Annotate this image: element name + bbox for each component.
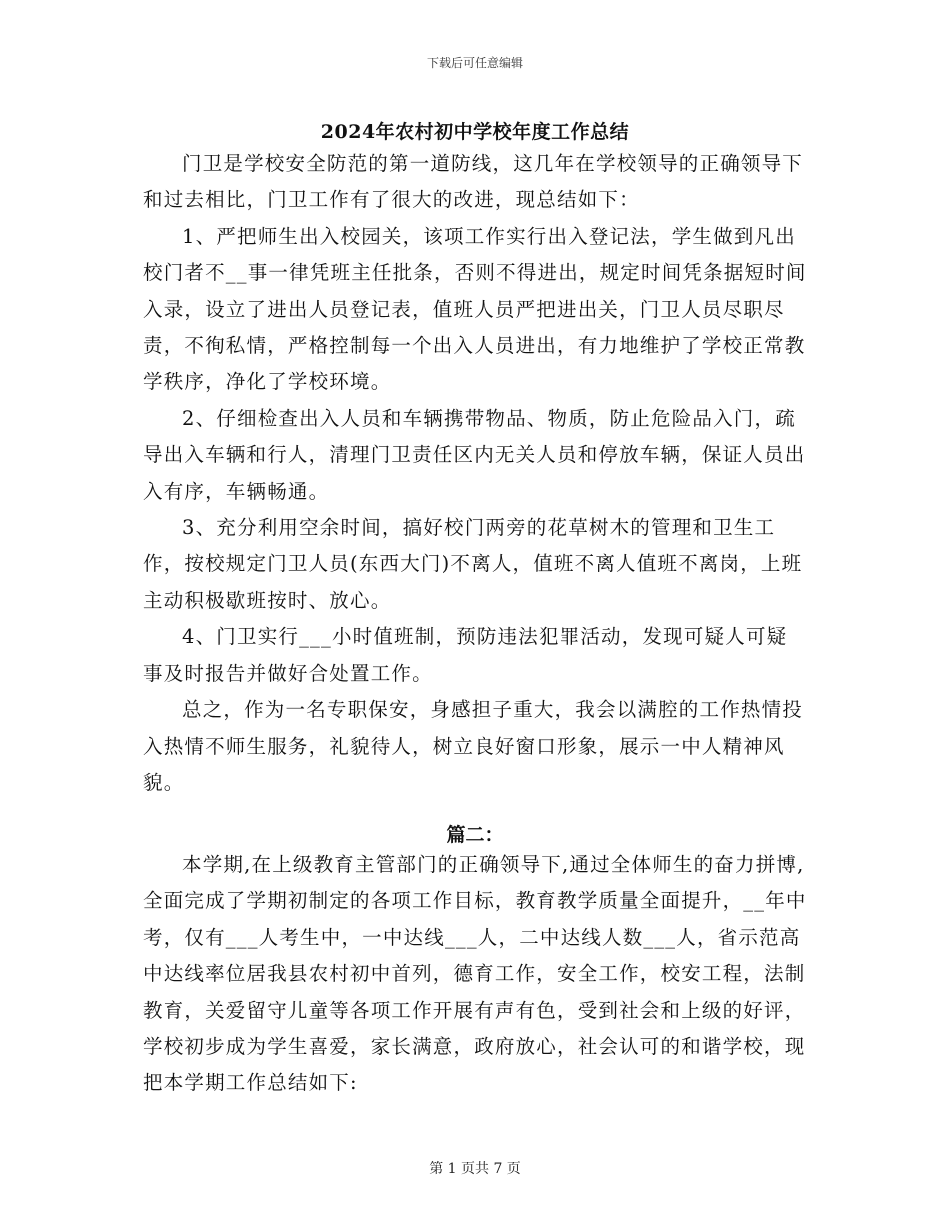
page-number: 第 1 页共 7 页 <box>429 1161 521 1177</box>
paragraph-conclusion: 总之，作为一名专职保安，身感担子重大，我会以满腔的工作热情投入热情不师生服务，礼貌待人，树立良好窗口形象，展示一中人精神风貌。 <box>143 698 804 794</box>
paragraph-item-2: 2、仔细检查出入人员和车辆携带物品、物质，防止危险品入门，疏导出入车辆和行人，清理门卫责任区内无关人员和停放车辆，保证人员出入有序，车辆畅通。 <box>143 406 806 503</box>
part2-body <box>143 847 808 1102</box>
paragraph-part2-intro: 本学期,在上级教育主管部门的正确领导下,通过全体师生的奋力拼博,全面完成了学期初制定的各项工作目标，教育教学质量全面提升，__年中考，仅有___人考生中，一中达线___人，二中达线人数___人，省示范高中达线率位居我县农村初中首列，德育工作，安全工作，校安工程，法制教育，关爱留守儿童等各项工作开展有声有色，受到社会和上级的好评，学校初步成为学生喜爱，家长满意，政府放心，社会认可的和谐学校，现把本学期工作总结如下: <box>143 853 807 1095</box>
section-2-title: 篇二： <box>446 824 504 846</box>
paragraph-item-1: 1、严把师生出入校园关，该项工作实行出入登记法，学生做到凡出校门者不__事一律凭班主任批条，否则不得进出，规定时间凭条据短时间入录，设立了进出人员登记表，值班人员严把进出关，门卫人员尽职尽责，不徇私情，严格控制每一个出入人员进出，有力地维护了学校正常教学秩序，净化了学校环境。 <box>143 224 807 394</box>
document-title: 2024年农村初中学校年度工作总结 <box>320 121 630 143</box>
paragraph-intro: 门卫是学校安全防范的第一道防线，这几年在学校领导的正确领导下和过去相比，门卫工作有了很大的改进，现总结如下： <box>143 152 804 212</box>
part1-body <box>143 146 808 801</box>
header-note: 下载后可任意编辑 <box>426 56 523 70</box>
paragraph-item-3: 3、充分利用空余时间，搞好校门两旁的花草树木的管理和卫生工作，按校规定门卫人员(东西大门)不离人，值班不离人值班不离岗，上班主动积极歇班按时、放心。 <box>143 516 803 612</box>
paragraph-item-4: 4、门卫实行___小时值班制，预防违法犯罪活动，发现可疑人可疑事及时报告并做好合处置工作。 <box>143 625 788 685</box>
